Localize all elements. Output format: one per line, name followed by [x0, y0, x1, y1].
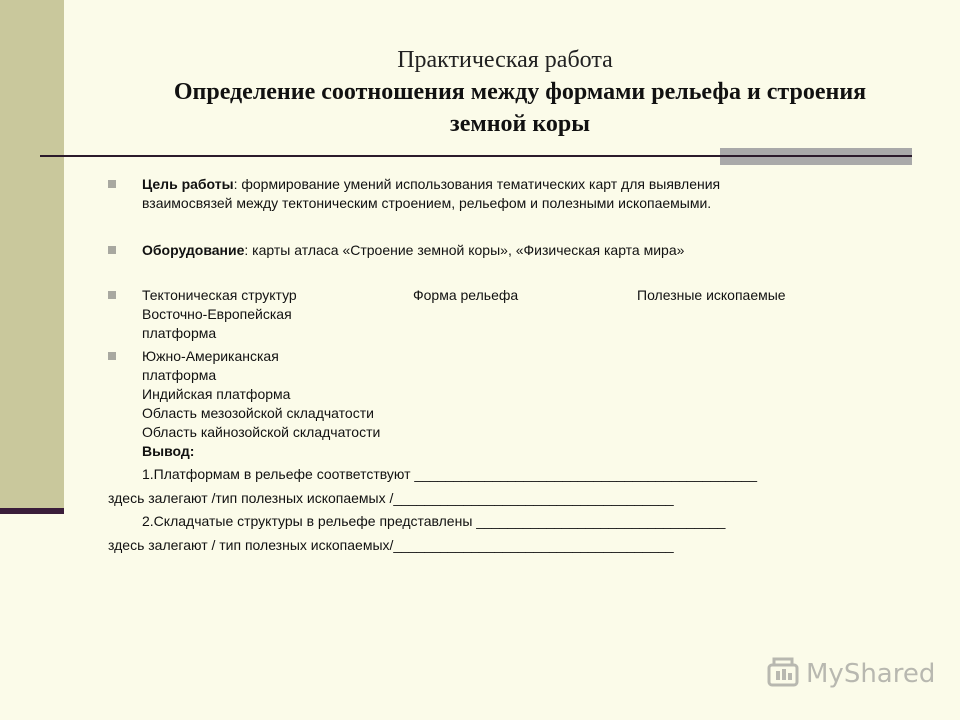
- goal-label: Цель работы: [142, 176, 234, 192]
- title-line1: Практическая работа: [397, 47, 613, 73]
- title-line2: Определение соотношения между формами рельефа и строения земной коры: [173, 79, 867, 137]
- conclusion-line4: здесь залегают / тип полезных ископаемых/____________________________________: [108, 537, 674, 553]
- table-row: Южно-Американская: [142, 348, 279, 364]
- table-header-relief: Форма рельефа: [413, 287, 519, 303]
- slide-title: [90, 44, 920, 140]
- conclusion-line3: 2.Складчатые структуры в рельефе представлены ________________________________: [142, 513, 726, 529]
- table-row: платформа: [142, 367, 217, 383]
- conclusion-line1: 1.Платформам в рельефе соответствуют ____________________________________________: [142, 466, 758, 482]
- bullet-icon: [108, 352, 116, 360]
- bullet-icon: [108, 246, 116, 254]
- rule-divider: [40, 155, 912, 157]
- goal-line1: [142, 175, 720, 194]
- equipment-label: Оборудование: [142, 242, 245, 258]
- bullet-icon: [108, 291, 116, 299]
- myshared-logo-icon: [766, 655, 800, 694]
- table-row: платформа: [142, 325, 217, 341]
- table-row: Область кайнозойской складчатости: [142, 424, 381, 440]
- equipment-text: : карты атласа «Строение земной коры», «Физическая карта мира»: [244, 242, 685, 258]
- table-header-structure: Тектоническая структур: [142, 287, 297, 303]
- table-header-minerals: Полезные ископаемые: [637, 287, 786, 303]
- side-band: [0, 0, 64, 512]
- equipment-line: [142, 241, 684, 260]
- conclusion-label: Вывод:: [142, 443, 195, 459]
- table-row: Индийская платформа: [142, 386, 291, 402]
- goal-line2: взаимосвязей между тектоническим строением, рельефом и полезными ископаемыми.: [142, 195, 712, 211]
- watermark-text: MyShared: [806, 659, 936, 689]
- table-row: Восточно-Европейская: [142, 306, 292, 322]
- table-row: Область мезозойской складчатости: [142, 405, 374, 421]
- watermark: [766, 656, 935, 692]
- bullet-icon: [108, 180, 116, 188]
- side-band-edge: [0, 508, 64, 514]
- goal-text-line1: : формирование умений использования тематических карт для выявления: [233, 176, 721, 192]
- conclusion-line2: здесь залегают /тип полезных ископаемых /____________________________________: [108, 490, 674, 506]
